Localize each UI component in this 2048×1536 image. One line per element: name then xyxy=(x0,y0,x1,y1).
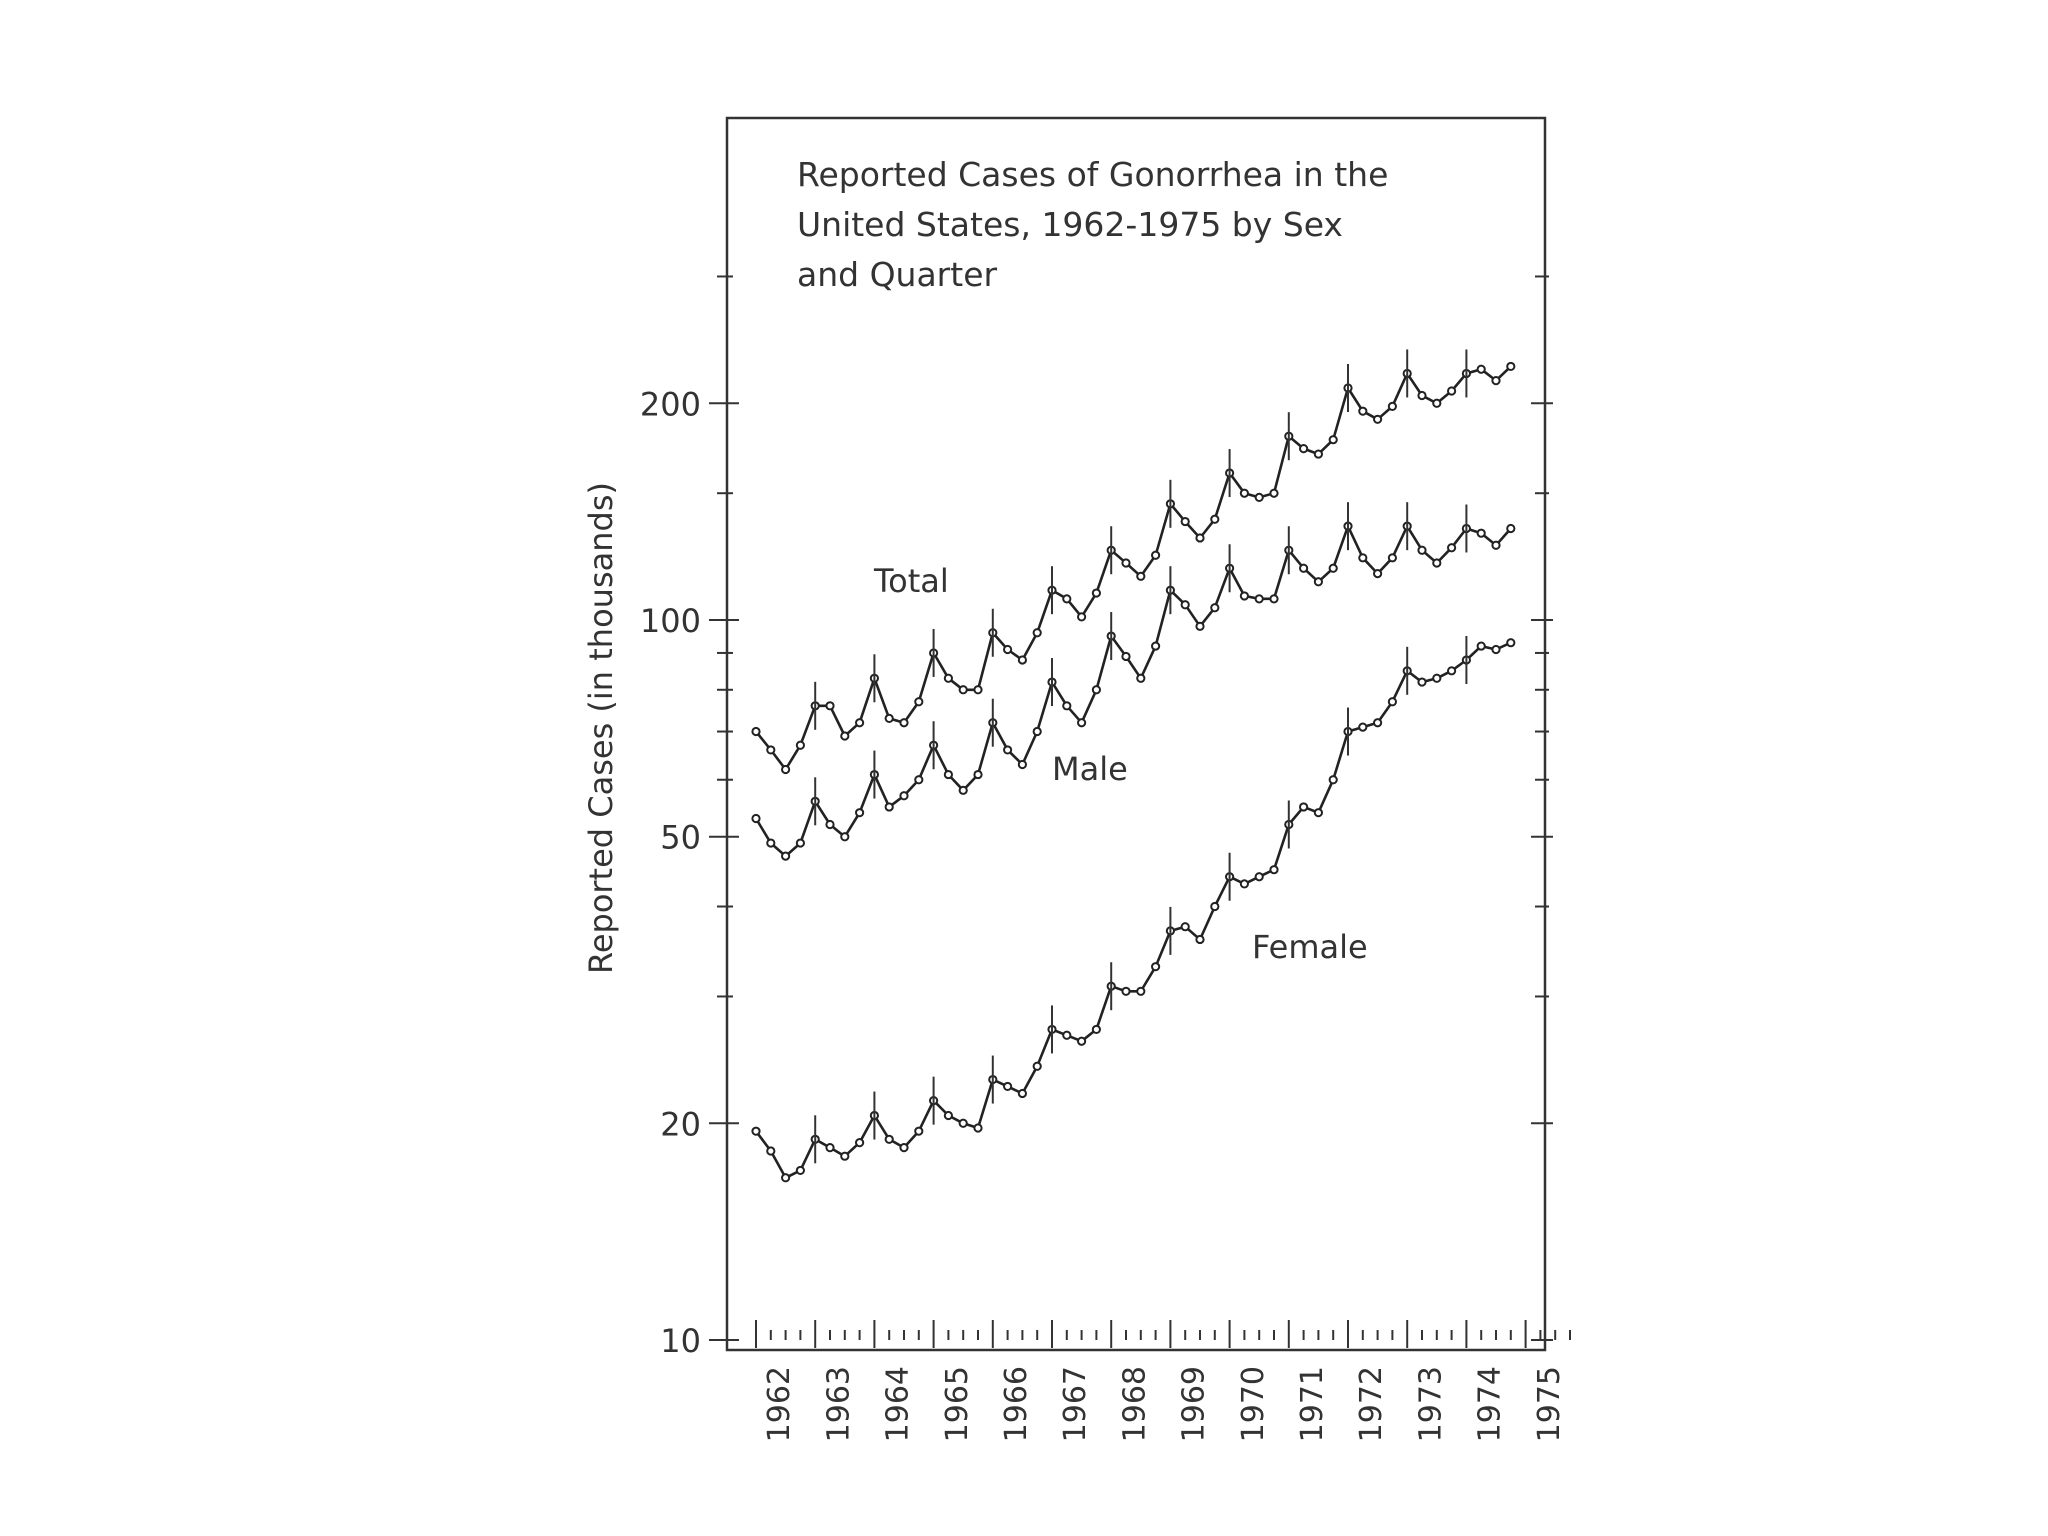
data-point xyxy=(1093,686,1100,693)
data-point xyxy=(782,766,789,773)
data-point xyxy=(826,821,833,828)
data-point xyxy=(752,728,759,735)
data-point xyxy=(900,792,907,799)
data-point xyxy=(1241,880,1248,887)
data-point xyxy=(1241,592,1248,599)
data-point xyxy=(1196,936,1203,943)
data-point xyxy=(1315,809,1322,816)
x-tick-label: 1962 xyxy=(762,1366,798,1443)
data-point xyxy=(1211,516,1218,523)
data-point xyxy=(782,852,789,859)
data-point xyxy=(1211,604,1218,611)
data-point xyxy=(1019,761,1026,768)
plot-frame xyxy=(727,118,1545,1350)
data-point xyxy=(960,686,967,693)
data-point xyxy=(1152,642,1159,649)
data-point xyxy=(1433,400,1440,407)
data-point xyxy=(1256,494,1263,501)
data-point xyxy=(797,1167,804,1174)
data-point xyxy=(900,719,907,726)
data-point xyxy=(1004,746,1011,753)
data-point xyxy=(945,1112,952,1119)
data-point xyxy=(1019,1090,1026,1097)
x-tick-label: 1965 xyxy=(939,1366,975,1443)
data-point xyxy=(1374,570,1381,577)
data-point xyxy=(1330,776,1337,783)
y-axis-label: Reported Cases (in thousands) xyxy=(582,482,620,974)
data-point xyxy=(1507,363,1514,370)
y-axis xyxy=(640,276,1553,1360)
series-label-male: Male xyxy=(1052,750,1128,788)
data-point xyxy=(1418,392,1425,399)
data-point xyxy=(1359,408,1366,415)
data-point xyxy=(1137,988,1144,995)
x-tick-label: 1966 xyxy=(999,1366,1034,1443)
data-point xyxy=(915,1128,922,1135)
x-tick-label: 1971 xyxy=(1295,1366,1330,1443)
data-point xyxy=(1063,1032,1070,1039)
data-point xyxy=(1122,653,1129,660)
series-line-total xyxy=(756,366,1511,769)
data-point xyxy=(1256,873,1263,880)
x-tick-label: 1968 xyxy=(1117,1366,1153,1443)
data-point xyxy=(1389,554,1396,561)
data-point xyxy=(767,746,774,753)
data-point xyxy=(945,771,952,778)
data-point xyxy=(1300,803,1307,810)
data-point xyxy=(1034,1063,1041,1070)
series-label-total: Total xyxy=(874,562,949,600)
data-point xyxy=(1507,525,1514,532)
data-point xyxy=(1300,565,1307,572)
data-point xyxy=(1078,613,1085,620)
data-point xyxy=(1389,698,1396,705)
data-point xyxy=(1330,436,1337,443)
data-point xyxy=(1270,866,1277,873)
data-point xyxy=(1122,988,1129,995)
data-point xyxy=(974,1124,981,1131)
data-point xyxy=(752,1128,759,1135)
data-point xyxy=(1093,589,1100,596)
data-point xyxy=(767,1147,774,1154)
data-point xyxy=(1078,719,1085,726)
y-tick-label: 10 xyxy=(660,1322,701,1360)
series-line-female xyxy=(756,643,1511,1178)
data-point xyxy=(1211,903,1218,910)
data-point xyxy=(1019,656,1026,663)
data-point xyxy=(900,1144,907,1151)
data-point xyxy=(1152,552,1159,559)
data-point xyxy=(1182,518,1189,525)
data-point xyxy=(752,815,759,822)
data-point xyxy=(1492,377,1499,384)
x-axis xyxy=(756,1320,1570,1442)
data-point xyxy=(1093,1026,1100,1033)
data-point xyxy=(1507,639,1514,646)
data-point xyxy=(1137,675,1144,682)
data-point xyxy=(826,1144,833,1151)
x-tick-label: 1972 xyxy=(1354,1366,1390,1443)
data-point xyxy=(1389,403,1396,410)
data-point xyxy=(1359,554,1366,561)
data-point xyxy=(960,787,967,794)
data-point xyxy=(767,839,774,846)
data-point xyxy=(960,1120,967,1127)
data-point xyxy=(1448,667,1455,674)
data-point xyxy=(1478,530,1485,537)
data-point xyxy=(782,1174,789,1181)
data-point xyxy=(1270,595,1277,602)
data-point xyxy=(1196,623,1203,630)
data-point xyxy=(1182,923,1189,930)
y-tick-label: 100 xyxy=(639,602,701,640)
data-point xyxy=(886,1136,893,1143)
x-tick-label: 1964 xyxy=(880,1366,916,1443)
y-tick-label: 50 xyxy=(660,818,701,857)
chart-title-line-3: and Quarter xyxy=(797,255,998,294)
y-tick-label: 20 xyxy=(660,1105,701,1144)
data-point xyxy=(915,776,922,783)
chart-title-line-2: United States, 1962-1975 by Sex xyxy=(797,205,1343,244)
data-point xyxy=(915,698,922,705)
data-point xyxy=(1256,595,1263,602)
data-point xyxy=(826,702,833,709)
data-point xyxy=(1315,578,1322,585)
data-point xyxy=(841,732,848,739)
x-tick-label: 1969 xyxy=(1176,1366,1212,1443)
data-point xyxy=(797,742,804,749)
data-point xyxy=(1063,595,1070,602)
chart-title-line-1: Reported Cases of Gonorrhea in the xyxy=(797,155,1389,194)
data-point xyxy=(1034,629,1041,636)
data-point xyxy=(1359,723,1366,730)
data-point xyxy=(856,809,863,816)
data-point xyxy=(1478,366,1485,373)
data-point xyxy=(1418,547,1425,554)
data-point xyxy=(1448,387,1455,394)
x-tick-label: 1975 xyxy=(1531,1366,1567,1443)
x-tick-label: 1963 xyxy=(821,1366,857,1443)
data-point xyxy=(1418,678,1425,685)
data-point xyxy=(1196,534,1203,541)
data-point xyxy=(1315,450,1322,457)
data-point xyxy=(841,833,848,840)
data-point xyxy=(1478,642,1485,649)
data-point xyxy=(797,839,804,846)
data-point xyxy=(841,1153,848,1160)
y-tick-label: 200 xyxy=(639,385,701,424)
x-tick-label: 1970 xyxy=(1235,1366,1271,1443)
data-point xyxy=(1270,490,1277,497)
data-point xyxy=(1374,416,1381,423)
data-point xyxy=(1492,542,1499,549)
series-layer xyxy=(752,349,1514,1181)
data-point xyxy=(1004,646,1011,653)
data-point xyxy=(886,715,893,722)
data-point xyxy=(856,1139,863,1146)
data-point xyxy=(974,686,981,693)
data-point xyxy=(974,771,981,778)
data-point xyxy=(886,803,893,810)
data-point xyxy=(1182,601,1189,608)
data-point xyxy=(1078,1038,1085,1045)
series-label-female: Female xyxy=(1252,928,1368,966)
data-point xyxy=(945,675,952,682)
data-point xyxy=(1241,490,1248,497)
data-point xyxy=(1063,702,1070,709)
x-tick-label: 1973 xyxy=(1413,1366,1449,1443)
data-point xyxy=(1330,565,1337,572)
x-tick-label: 1974 xyxy=(1472,1366,1508,1443)
data-point xyxy=(1034,728,1041,735)
data-point xyxy=(856,719,863,726)
data-point xyxy=(1492,646,1499,653)
data-point xyxy=(1300,445,1307,452)
data-point xyxy=(1433,675,1440,682)
data-point xyxy=(1448,544,1455,551)
x-tick-label: 1967 xyxy=(1058,1366,1094,1443)
data-point xyxy=(1122,559,1129,566)
data-point xyxy=(1152,963,1159,970)
data-point xyxy=(1004,1083,1011,1090)
data-point xyxy=(1137,573,1144,580)
data-point xyxy=(1374,719,1381,726)
data-point xyxy=(1433,559,1440,566)
